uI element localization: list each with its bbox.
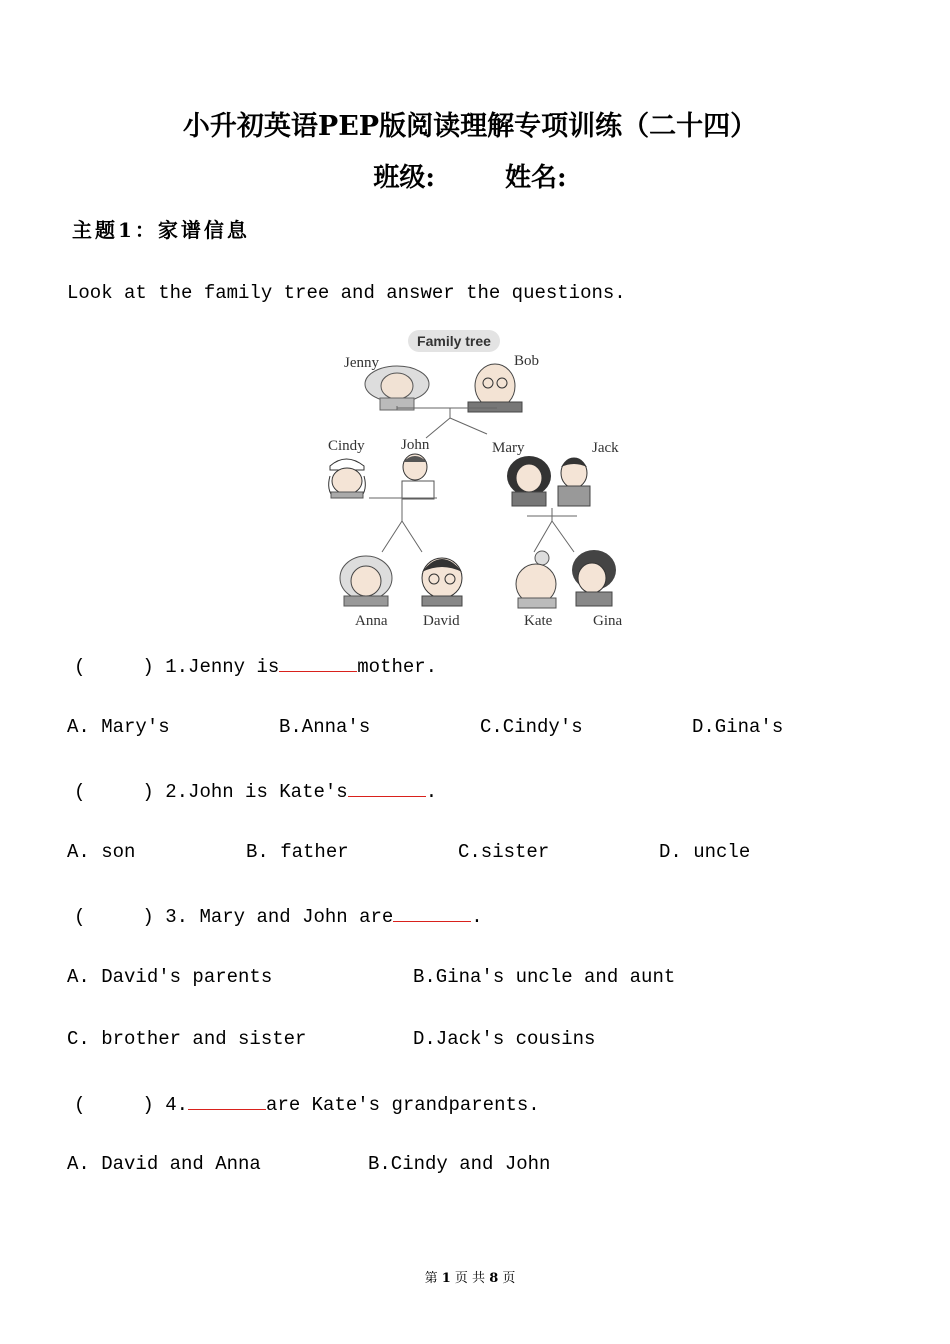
option-d[interactable]: D. uncle — [659, 841, 751, 863]
class-name-line — [0, 157, 940, 194]
answer-paren[interactable]: ( ) — [74, 656, 154, 678]
question-number: 1. — [165, 656, 189, 678]
gina-figure — [572, 550, 616, 606]
topic-heading: 主题1：家谱信息 — [72, 218, 250, 242]
footer-total-pages: 8 — [489, 1271, 499, 1286]
option-a[interactable]: A. son — [67, 841, 136, 863]
answer-blank[interactable] — [348, 778, 426, 797]
david-figure — [422, 558, 462, 606]
page-title: 小升初英语PEP版阅读理解专项训练（二十四） — [182, 111, 758, 142]
family-tree-illustration — [322, 326, 632, 632]
question-text-after: mother. — [357, 656, 438, 678]
option-b[interactable]: B.Anna's — [279, 716, 371, 738]
mary-figure — [507, 456, 551, 506]
answer-paren[interactable]: ( ) — [74, 906, 154, 928]
jack-figure — [558, 458, 590, 506]
question-4 — [74, 1091, 540, 1116]
footer-prefix: 第 — [424, 1271, 438, 1286]
name-label: 姓名: — [505, 163, 567, 193]
tree-label-jenny: Jenny — [344, 355, 379, 371]
question-text-before: Jenny is — [188, 656, 280, 678]
option-b[interactable]: B. father — [246, 841, 349, 863]
anna-figure — [340, 556, 392, 606]
tree-label-mary: Mary — [492, 440, 525, 456]
answer-blank[interactable] — [279, 653, 357, 672]
john-figure — [402, 454, 434, 499]
tree-label-john: John — [401, 437, 430, 453]
question-1 — [74, 653, 437, 678]
question-text-after: . — [425, 781, 438, 803]
answer-paren[interactable]: ( ) — [74, 781, 154, 803]
tree-label-cindy: Cindy — [328, 438, 365, 454]
footer-suffix: 页 — [502, 1271, 516, 1286]
page-footer — [0, 1267, 940, 1286]
option-b[interactable]: B.Cindy and John — [368, 1153, 551, 1175]
option-c[interactable]: C.Cindy's — [480, 716, 583, 738]
bob-figure — [468, 364, 522, 412]
option-c[interactable]: C.sister — [458, 841, 550, 863]
tree-label-gina: Gina — [593, 613, 623, 629]
option-b[interactable]: B.Gina's uncle and aunt — [413, 966, 676, 988]
answer-blank[interactable] — [188, 1091, 266, 1110]
option-a[interactable]: A. Mary's — [67, 716, 170, 738]
option-a[interactable]: A. David's parents — [67, 966, 273, 988]
question-text-after: are Kate's grandparents. — [266, 1094, 540, 1116]
question-number: 2. — [165, 781, 189, 803]
instruction: Look at the family tree and answer the questions. — [67, 282, 626, 304]
jenny-figure — [365, 366, 429, 410]
option-d[interactable]: D.Gina's — [692, 716, 784, 738]
question-text-after: . — [471, 906, 483, 928]
question-3 — [74, 903, 483, 928]
class-label: 班级: — [373, 163, 435, 193]
tree-label-jack: Jack — [592, 440, 619, 456]
option-d[interactable]: D.Jack's cousins — [413, 1028, 596, 1050]
family-tree-caption: Family tree — [417, 333, 491, 349]
cindy-figure — [329, 459, 366, 498]
footer-page-number: 1 — [441, 1271, 451, 1286]
tree-label-kate: Kate — [524, 613, 553, 629]
question-text-before: Mary and John are — [188, 906, 394, 928]
answer-blank[interactable] — [393, 903, 471, 922]
option-c[interactable]: C. brother and sister — [67, 1028, 307, 1050]
answer-paren[interactable]: ( ) — [74, 1094, 154, 1116]
tree-label-bob: Bob — [514, 353, 540, 369]
tree-label-david: David — [423, 613, 460, 629]
question-number: 4. — [165, 1094, 189, 1116]
question-2 — [74, 778, 437, 803]
option-a[interactable]: A. David and Anna — [67, 1153, 261, 1175]
question-text-before: John is Kate's — [188, 781, 348, 803]
footer-middle: 页 共 — [454, 1271, 486, 1286]
kate-figure — [516, 551, 556, 608]
tree-label-anna: Anna — [355, 613, 388, 629]
question-number: 3. — [165, 906, 189, 928]
